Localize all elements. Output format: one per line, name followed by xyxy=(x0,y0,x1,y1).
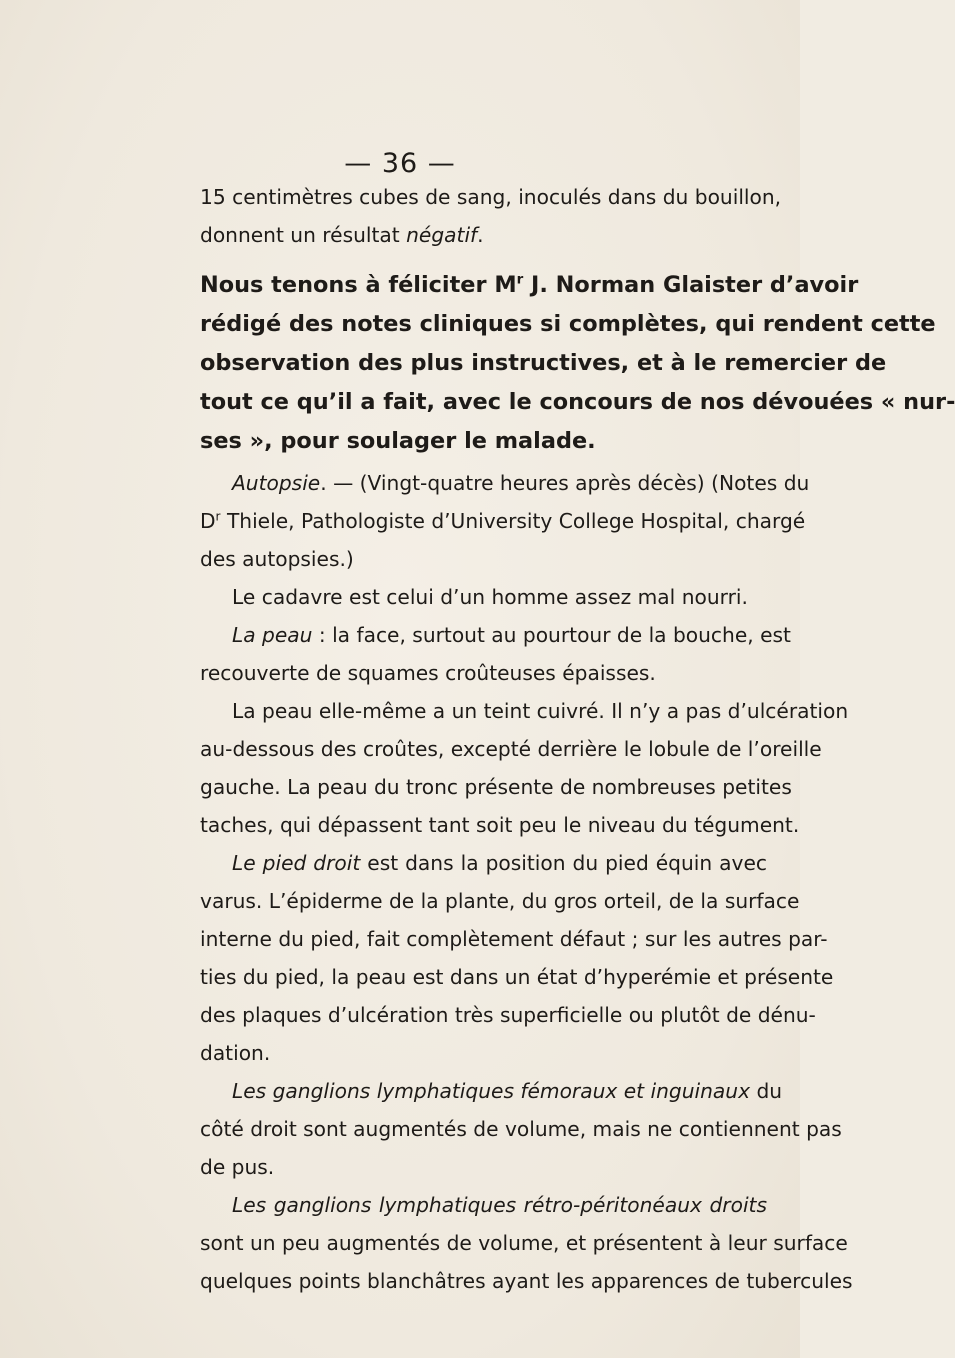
section-heading: Le pied droit xyxy=(232,851,361,875)
text-line: côté droit sont augmentés de volume, mais ne contiennent pas xyxy=(200,1117,842,1141)
text-line: donnent un résultat négatif. xyxy=(200,223,484,247)
text-line: de pus. xyxy=(200,1155,275,1179)
text-line: recouverte de squames croûteuses épaisses. xyxy=(200,661,656,685)
text-line: Nous tenons à féliciter $M^r$ J. Norman Glaister d’avoir xyxy=(200,272,859,298)
text-line xyxy=(232,1191,767,1219)
section-heading: Les ganglions lymphatiques rétro-péritonéaux droits xyxy=(232,1193,767,1217)
text-line: Les ganglions lymphatiques fémoraux et inguinaux du xyxy=(232,1079,783,1103)
text-line: quelques points blanchâtres ayant les apparences de tubercules xyxy=(200,1269,853,1293)
text-line: varus. L’épiderme de la plante, du gros orteil, de la surface xyxy=(200,889,800,913)
text-line: des autopsies.) xyxy=(200,547,354,571)
text-line: tout ce qu’il a fait, avec le concours de nos dévouées « nur- xyxy=(200,389,955,415)
section-heading: Autopsie xyxy=(232,471,321,495)
section-heading: La peau xyxy=(232,623,313,647)
text-line: des plaques d’ulcération très superficielle ou plutôt de dénu- xyxy=(200,1003,816,1027)
text-line: ties du pied, la peau est dans un état d’hyperémie et présente xyxy=(200,965,834,989)
section-heading: Les ganglions lymphatiques fémoraux et inguinaux xyxy=(232,1079,751,1103)
text-line: ses », pour soulager le malade. xyxy=(200,428,596,454)
text-line: La peau elle-même a un teint cuivré. Il n’y a pas d’ulcération xyxy=(232,699,849,723)
text-line: taches, qui dépassent tant soit peu le niveau du tégument. xyxy=(200,813,800,837)
text-line: au-dessous des croûtes, excepté derrière le lobule de l’oreille xyxy=(200,737,822,761)
text-line: sont un peu augmentés de volume, et présentent à leur surface xyxy=(200,1231,848,1255)
text-line: observation des plus instructives, et à le remercier de xyxy=(200,350,887,376)
text-line: 15 centimètres cubes de sang, inoculés dans du bouillon, xyxy=(200,185,782,209)
text-line: rédigé des notes cliniques si complètes, qui rendent cette xyxy=(200,311,936,337)
text-line: La peau : la face, surtout au pourtour de la bouche, est xyxy=(232,623,791,647)
text-line: Le cadavre est celui d’un homme assez mal nourri. xyxy=(232,585,748,609)
text-line: interne du pied, fait complètement défaut ; sur les autres par- xyxy=(200,927,828,951)
text-line: dation. xyxy=(200,1041,271,1065)
text-line: $D^r$ Thiele, Pathologiste d’University College Hospital, chargé xyxy=(200,509,806,533)
emphasis-text: négatif xyxy=(406,223,478,247)
text-line: Le pied droit est dans la position du pied équin avec xyxy=(232,851,767,875)
page-number: — 36 — xyxy=(344,148,456,179)
text-line: Autopsie. — (Vingt-quatre heures après décès) (Notes du xyxy=(232,471,810,495)
text-line: gauche. La peau du tronc présente de nombreuses petites xyxy=(200,775,792,799)
